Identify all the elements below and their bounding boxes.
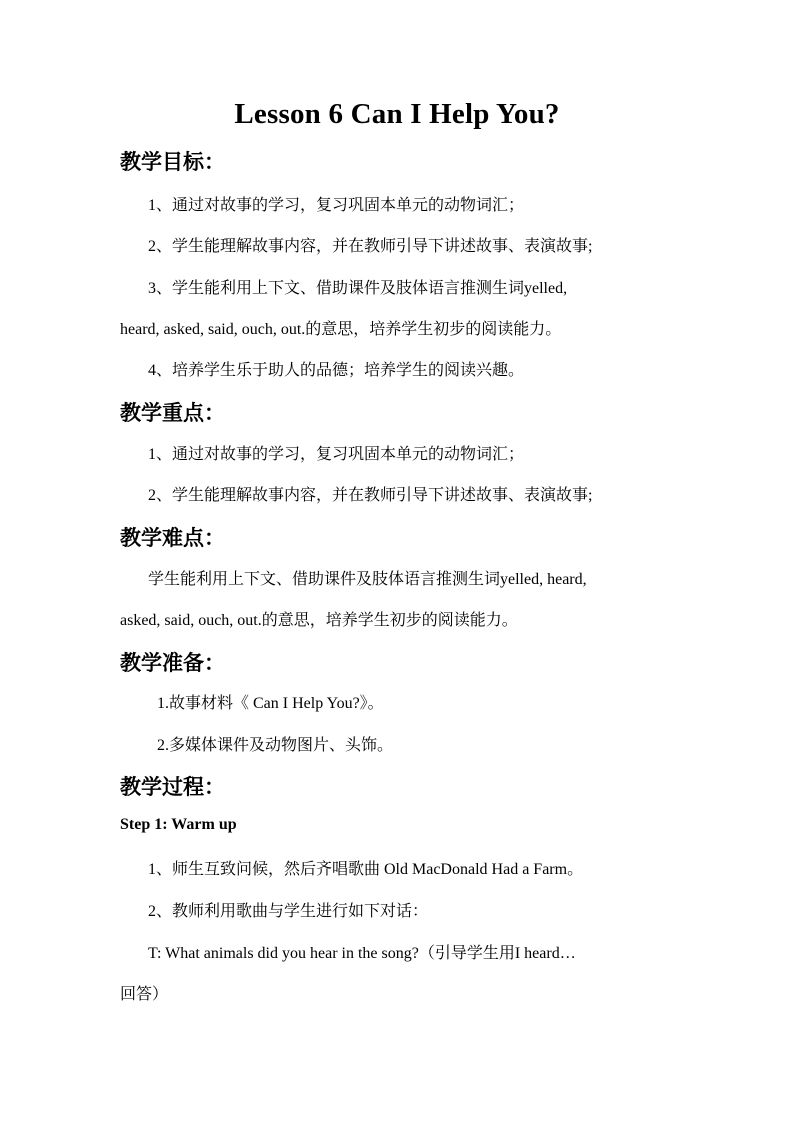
difficulty-item-1-cont: asked, said, ouch, out.的意思，培养学生初步的阅读能力。 xyxy=(120,612,518,629)
key-point-item-2: 2、学生能理解故事内容，并在教师引导下讲述故事、表演故事; xyxy=(148,487,593,504)
objective-item-3: 3、学生能利用上下文、借助课件及肢体语言推测生词yelled, xyxy=(148,280,568,297)
objectives-heading: 教学目标： xyxy=(120,150,225,174)
process-item-2: 2、教师利用歌曲与学生进行如下对话： xyxy=(148,903,429,920)
lesson-title: Lesson 6 Can I Help You? xyxy=(234,98,560,130)
preparation-item-1: 1.故事材料《 Can I Help You?》。 xyxy=(157,695,384,712)
difficulty-item-1: 学生能利用上下文、借助课件及肢体语言推测生词yelled, heard, xyxy=(148,571,587,588)
process-item-3-cont: 回答） xyxy=(120,986,169,1003)
preparation-heading: 教学准备： xyxy=(120,651,225,675)
key-points-heading: 教学重点： xyxy=(120,401,225,425)
key-point-item-1: 1、通过对故事的学习，复习巩固本单元的动物词汇； xyxy=(148,446,525,463)
process-heading: 教学过程： xyxy=(120,775,225,799)
difficulties-heading: 教学难点： xyxy=(120,526,225,550)
objective-item-1: 1、通过对故事的学习，复习巩固本单元的动物词汇； xyxy=(148,197,525,214)
objective-item-4: 4、培养学生乐于助人的品德；培养学生的阅读兴趣。 xyxy=(148,362,525,379)
objective-item-3-cont: heard, asked, said, ouch, out.的意思，培养学生初步的阅读能力。 xyxy=(120,321,562,338)
objective-item-2: 2、学生能理解故事内容，并在教师引导下讲述故事、表演故事; xyxy=(148,238,593,255)
process-item-3: T: What animals did you hear in the song?（引导学生用I heard… xyxy=(148,945,576,962)
preparation-item-2: 2.多媒体课件及动物图片、头饰。 xyxy=(157,737,394,754)
step1-title: Step 1: Warm up xyxy=(120,816,237,833)
process-item-1: 1、师生互致问候，然后齐唱歌曲 Old MacDonald Had a Farm。 xyxy=(148,861,584,878)
